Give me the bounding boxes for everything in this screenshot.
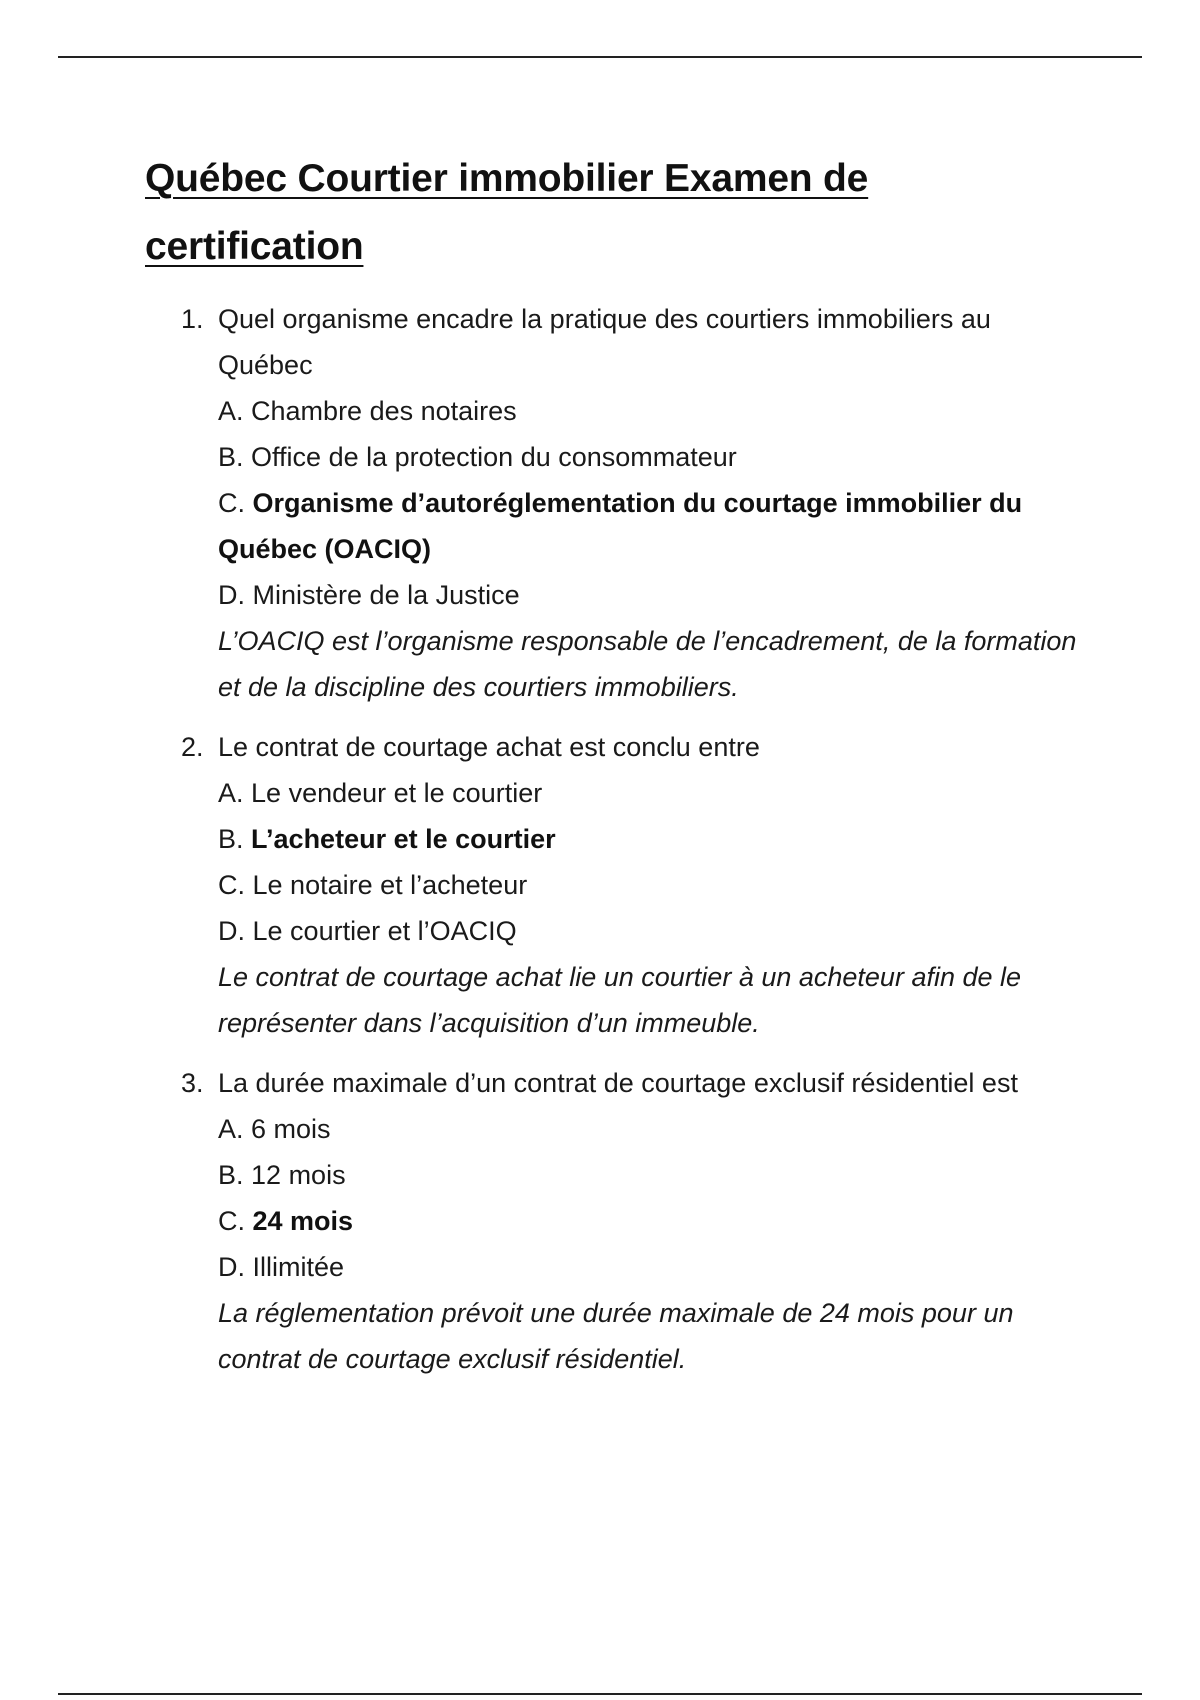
question-3 bbox=[175, 1060, 1095, 1382]
option-a: A. 6 mois bbox=[218, 1114, 331, 1144]
question-number: 2. bbox=[181, 732, 204, 762]
option-b-correct: B. L’acheteur et le courtier bbox=[218, 824, 556, 854]
question-2 bbox=[175, 724, 1095, 1046]
question-1 bbox=[175, 296, 1095, 710]
option-d: D. Le courtier et l’OACIQ bbox=[218, 916, 517, 946]
answer-explanation: Le contrat de courtage achat lie un courtier à un acheteur afin de le représenter dans l’acquisition d’un immeuble. bbox=[218, 962, 1022, 1038]
question-text: Le contrat de courtage achat est conclu entre bbox=[218, 732, 760, 762]
option-a: A. Chambre des notaires bbox=[218, 396, 517, 426]
option-c: C. Le notaire et l’acheteur bbox=[218, 870, 528, 900]
question-list bbox=[175, 296, 1095, 1396]
option-d: D. Ministère de la Justice bbox=[218, 580, 520, 610]
question-number: 1. bbox=[181, 304, 204, 334]
option-c-correct: C. Organisme d’autoréglementation du courtage immobilier du Québec (OACIQ) bbox=[218, 488, 1023, 564]
option-a: A. Le vendeur et le courtier bbox=[218, 778, 543, 808]
option-c-correct: C. 24 mois bbox=[218, 1206, 354, 1236]
top-divider bbox=[58, 56, 1142, 58]
answer-explanation: La réglementation prévoit une durée maximale de 24 mois pour un contrat de courtage exclusif résidentiel. bbox=[218, 1298, 1014, 1374]
answer-explanation: L’OACIQ est l’organisme responsable de l’encadrement, de la formation et de la discipline des courtiers immobiliers. bbox=[218, 626, 1077, 702]
question-text: Quel organisme encadre la pratique des courtiers immobiliers au Québec bbox=[218, 304, 991, 380]
option-b: B. Office de la protection du consommateur bbox=[218, 442, 737, 472]
question-number: 3. bbox=[181, 1068, 204, 1098]
option-d: D. Illimitée bbox=[218, 1252, 345, 1282]
document-title: Québec Courtier immobilier Examen de certification bbox=[145, 157, 869, 268]
bottom-divider bbox=[58, 1693, 1142, 1695]
question-text: La durée maximale d’un contrat de courtage exclusif résidentiel est bbox=[218, 1068, 1018, 1098]
option-b: B. 12 mois bbox=[218, 1160, 346, 1190]
